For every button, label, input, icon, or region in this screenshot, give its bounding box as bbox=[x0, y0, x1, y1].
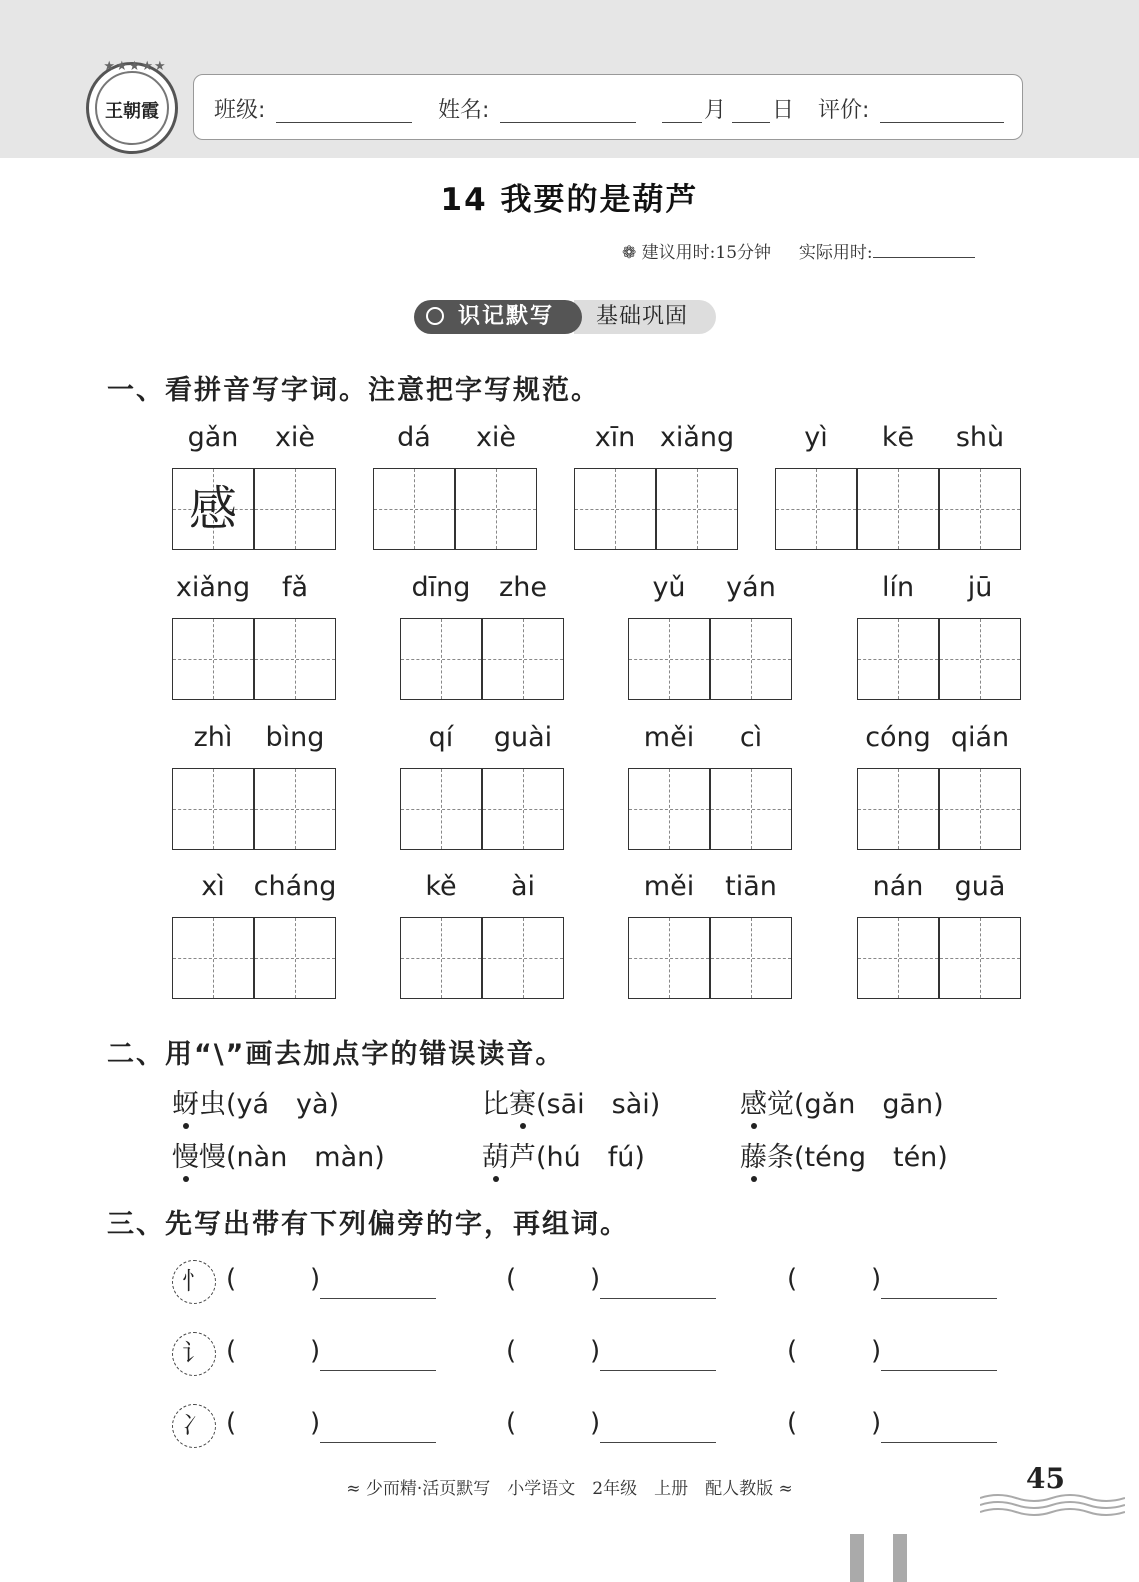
suggested-time: 建议用时:15分钟 bbox=[641, 243, 772, 263]
day-field[interactable] bbox=[732, 122, 770, 123]
clock-icon: ❁ bbox=[622, 243, 637, 263]
writing-box[interactable] bbox=[628, 618, 710, 700]
pinyin-label: dá bbox=[397, 422, 431, 453]
box-char bbox=[657, 469, 737, 549]
pinyin-label: yán bbox=[726, 572, 776, 603]
pinyin-label: bìng bbox=[265, 722, 325, 753]
writing-box[interactable] bbox=[400, 618, 482, 700]
name-field[interactable] bbox=[500, 122, 636, 123]
close-paren: ) bbox=[871, 1408, 882, 1438]
box-char bbox=[173, 769, 253, 849]
pinyin-label: shù bbox=[955, 422, 1005, 453]
close-paren: ) bbox=[871, 1264, 882, 1294]
writing-box[interactable] bbox=[172, 768, 254, 850]
actual-time-field[interactable] bbox=[873, 243, 975, 258]
open-paren: ( bbox=[506, 1408, 517, 1438]
word-answer-line[interactable] bbox=[320, 1370, 436, 1371]
pinyin-label: zhì bbox=[193, 722, 233, 753]
box-char bbox=[456, 469, 536, 549]
word-answer-line[interactable] bbox=[881, 1442, 997, 1443]
box-char bbox=[173, 918, 253, 998]
pinyin-label: qián bbox=[950, 722, 1010, 753]
box-char bbox=[483, 918, 563, 998]
dotted-char: 蚜 bbox=[172, 1089, 199, 1120]
pinyin-label: xì bbox=[201, 871, 225, 902]
box-char bbox=[858, 769, 938, 849]
close-paren: ) bbox=[590, 1264, 601, 1294]
footer-text: ≈ 少而精·活页默写 小学语文 2年级 上册 配人教版 ≈ bbox=[346, 1479, 793, 1499]
writing-box[interactable] bbox=[254, 768, 336, 850]
writing-box[interactable] bbox=[574, 468, 656, 550]
reading-options[interactable]: (yá yà) bbox=[226, 1089, 340, 1120]
writing-box[interactable] bbox=[400, 917, 482, 999]
pinyin-label: měi bbox=[643, 722, 695, 753]
page-title: 14 我要的是葫芦 bbox=[440, 182, 699, 218]
pronunciation-item bbox=[482, 1082, 660, 1121]
pinyin-label: cóng bbox=[865, 722, 931, 753]
box-char bbox=[940, 469, 1020, 549]
pinyin-label: xīn bbox=[594, 422, 636, 453]
box-char bbox=[401, 619, 481, 699]
close-paren: ) bbox=[590, 1408, 601, 1438]
close-paren: ) bbox=[310, 1408, 321, 1438]
writing-box[interactable] bbox=[939, 917, 1021, 999]
pronunciation-item bbox=[482, 1135, 645, 1174]
writing-box[interactable] bbox=[628, 917, 710, 999]
close-paren: ) bbox=[310, 1264, 321, 1294]
word-answer-line[interactable] bbox=[881, 1370, 997, 1371]
writing-box[interactable] bbox=[857, 768, 939, 850]
pinyin-label: jū bbox=[967, 572, 993, 603]
writing-box[interactable] bbox=[172, 917, 254, 999]
writing-box[interactable] bbox=[857, 618, 939, 700]
pinyin-label: xiǎng bbox=[659, 422, 735, 453]
open-paren: ( bbox=[506, 1336, 517, 1366]
bottom-tab-2 bbox=[893, 1534, 907, 1582]
dotted-char: 藤 bbox=[740, 1142, 767, 1173]
pinyin-label: kē bbox=[881, 422, 915, 453]
dotted-char: 葫 bbox=[482, 1142, 509, 1173]
pinyin-label: dīng bbox=[411, 572, 471, 603]
pinyin-label: kě bbox=[425, 871, 457, 902]
box-char bbox=[629, 769, 709, 849]
eval-field[interactable] bbox=[880, 122, 1004, 123]
writing-box[interactable] bbox=[482, 618, 564, 700]
word-char: 觉 bbox=[767, 1089, 794, 1120]
writing-box[interactable] bbox=[254, 917, 336, 999]
pinyin-label: ài bbox=[510, 871, 536, 902]
box-char bbox=[173, 619, 253, 699]
pronunciation-item bbox=[740, 1135, 948, 1174]
bottom-tab-1 bbox=[850, 1534, 864, 1582]
writing-box[interactable] bbox=[710, 768, 792, 850]
month-label: 月 bbox=[704, 98, 727, 123]
word-char: 条 bbox=[767, 1142, 794, 1173]
box-char bbox=[483, 769, 563, 849]
pronunciation-item bbox=[172, 1082, 339, 1121]
word-answer-line[interactable] bbox=[881, 1298, 997, 1299]
open-paren: ( bbox=[226, 1264, 237, 1294]
box-char bbox=[401, 769, 481, 849]
pinyin-label: tiān bbox=[725, 871, 777, 902]
reading-options[interactable]: (nàn màn) bbox=[226, 1142, 385, 1173]
section2-title: 二、用“\”画去加点字的错误读音。 bbox=[107, 1039, 565, 1070]
word-char: 比 bbox=[482, 1089, 509, 1120]
writing-box[interactable] bbox=[939, 618, 1021, 700]
dotted-char: 慢 bbox=[172, 1142, 199, 1173]
page-number: 45 bbox=[1026, 1462, 1065, 1495]
eval-label: 评价: bbox=[818, 98, 870, 123]
writing-box[interactable] bbox=[373, 468, 455, 550]
box-char bbox=[858, 469, 938, 549]
section1-title: 一、看拼音写字词。注意把字写规范。 bbox=[107, 375, 600, 406]
name-label: 姓名: bbox=[438, 98, 490, 123]
box-char bbox=[374, 469, 454, 549]
box-char bbox=[255, 769, 335, 849]
writing-box[interactable] bbox=[939, 468, 1021, 550]
writing-box[interactable] bbox=[775, 468, 857, 550]
writing-box[interactable] bbox=[455, 468, 537, 550]
box-char bbox=[483, 619, 563, 699]
pinyin-label: zhe bbox=[499, 572, 547, 603]
box-char bbox=[940, 918, 1020, 998]
writing-box[interactable] bbox=[254, 618, 336, 700]
section3-title: 三、先写出带有下列偏旁的字，再组词。 bbox=[107, 1209, 629, 1240]
badge-dark-label: 识记默写 bbox=[458, 304, 555, 329]
pinyin-label: cháng bbox=[253, 871, 337, 902]
open-paren: ( bbox=[226, 1408, 237, 1438]
time-row bbox=[622, 238, 975, 263]
box-char bbox=[575, 469, 655, 549]
reading-options[interactable]: (gǎn gān) bbox=[794, 1089, 944, 1120]
writing-box[interactable] bbox=[710, 917, 792, 999]
badge-light-label: 基础巩固 bbox=[596, 304, 689, 329]
pinyin-label: yì bbox=[804, 422, 828, 453]
box-char bbox=[255, 469, 335, 549]
writing-box[interactable] bbox=[656, 468, 738, 550]
close-paren: ) bbox=[590, 1336, 601, 1366]
logo-name: 王朝霞 bbox=[105, 101, 159, 122]
pinyin-label: lín bbox=[881, 572, 915, 603]
reading-options[interactable]: (hú fú) bbox=[536, 1142, 645, 1173]
pinyin-label: qí bbox=[428, 722, 454, 753]
box-char bbox=[711, 619, 791, 699]
word-char: 虫 bbox=[199, 1089, 226, 1120]
actual-time-label: 实际用时: bbox=[798, 243, 873, 263]
open-paren: ( bbox=[787, 1408, 798, 1438]
word-answer-line[interactable] bbox=[320, 1442, 436, 1443]
word-answer-line[interactable] bbox=[600, 1298, 716, 1299]
box-char bbox=[858, 918, 938, 998]
box-char bbox=[711, 918, 791, 998]
box-char bbox=[711, 769, 791, 849]
writing-box[interactable] bbox=[482, 768, 564, 850]
pinyin-label: gǎn bbox=[187, 422, 239, 453]
radical-circle: 冫 bbox=[172, 1404, 216, 1448]
pinyin-label: guài bbox=[493, 722, 553, 753]
word-char: 慢 bbox=[199, 1142, 226, 1173]
pinyin-label: cì bbox=[739, 722, 763, 753]
writing-box[interactable] bbox=[172, 618, 254, 700]
day-label: 日 bbox=[772, 98, 795, 123]
writing-box[interactable] bbox=[939, 768, 1021, 850]
writing-box[interactable] bbox=[482, 917, 564, 999]
writing-box[interactable] bbox=[857, 468, 939, 550]
pinyin-label: yǔ bbox=[652, 572, 686, 603]
box-char bbox=[401, 918, 481, 998]
box-char bbox=[776, 469, 856, 549]
pinyin-label: nán bbox=[872, 871, 924, 902]
class-label: 班级: bbox=[214, 98, 266, 123]
word-answer-line[interactable] bbox=[600, 1370, 716, 1371]
writing-box[interactable] bbox=[172, 468, 254, 550]
pinyin-label: xiè bbox=[274, 422, 316, 453]
pronunciation-item bbox=[740, 1082, 944, 1121]
pinyin-label: měi bbox=[643, 871, 695, 902]
box-char bbox=[858, 619, 938, 699]
month-field[interactable] bbox=[662, 122, 702, 123]
badge-dark bbox=[414, 300, 582, 334]
box-char bbox=[629, 918, 709, 998]
class-field[interactable] bbox=[276, 122, 412, 123]
pinyin-label: guā bbox=[954, 871, 1006, 902]
box-char bbox=[940, 619, 1020, 699]
open-paren: ( bbox=[787, 1336, 798, 1366]
writing-box[interactable] bbox=[710, 618, 792, 700]
word-answer-line[interactable] bbox=[320, 1298, 436, 1299]
open-paren: ( bbox=[226, 1336, 237, 1366]
box-char: 感 bbox=[188, 481, 237, 537]
pinyin-label: fǎ bbox=[281, 572, 309, 603]
box-char bbox=[255, 619, 335, 699]
pinyin-label: xiè bbox=[475, 422, 517, 453]
radical-circle: 忄 bbox=[172, 1260, 216, 1304]
dotted-char: 感 bbox=[740, 1089, 767, 1120]
box-char bbox=[629, 619, 709, 699]
word-answer-line[interactable] bbox=[600, 1442, 716, 1443]
box-char bbox=[255, 918, 335, 998]
close-paren: ) bbox=[310, 1336, 321, 1366]
logo-stars: ★★★★★ bbox=[103, 59, 167, 74]
writing-box[interactable] bbox=[254, 468, 336, 550]
writing-box[interactable] bbox=[628, 768, 710, 850]
close-paren: ) bbox=[871, 1336, 882, 1366]
reading-options[interactable]: (sāi sài) bbox=[536, 1089, 661, 1120]
medal-icon bbox=[426, 307, 444, 325]
reading-options[interactable]: (téng tén) bbox=[794, 1142, 948, 1173]
pronunciation-item bbox=[172, 1135, 385, 1174]
word-char: 芦 bbox=[509, 1142, 536, 1173]
writing-box[interactable] bbox=[400, 768, 482, 850]
student-info-box bbox=[193, 74, 1023, 140]
open-paren: ( bbox=[787, 1264, 798, 1294]
pinyin-label: xiǎng bbox=[175, 572, 251, 603]
box-char bbox=[940, 769, 1020, 849]
writing-box[interactable] bbox=[857, 917, 939, 999]
open-paren: ( bbox=[506, 1264, 517, 1294]
publisher-logo bbox=[86, 59, 178, 154]
dotted-char: 赛 bbox=[509, 1089, 536, 1120]
badge-light bbox=[574, 300, 716, 334]
radical-circle: 讠 bbox=[172, 1332, 216, 1376]
